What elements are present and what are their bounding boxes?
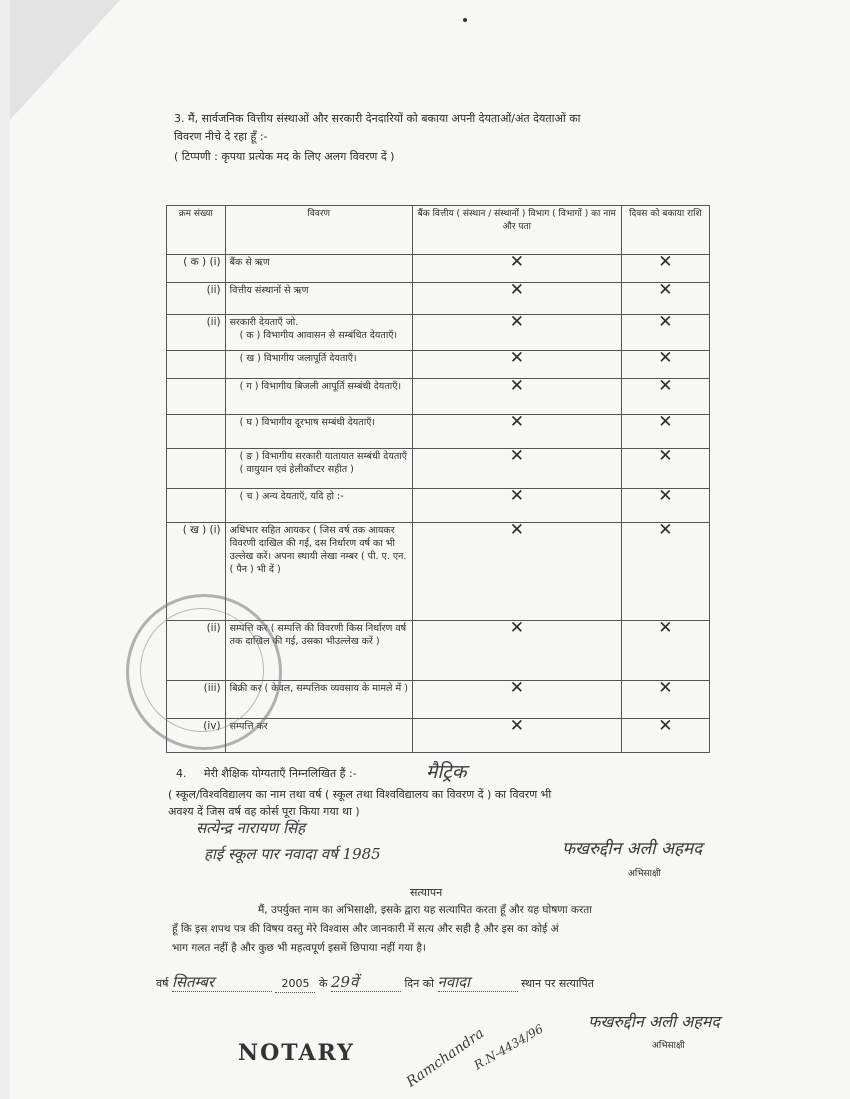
date-month: सितम्बर <box>172 974 272 992</box>
header-serial: क्रम संख्या <box>167 206 226 255</box>
item4-text: मेरी शैक्षिक योग्यताएँ निम्नलिखित हैं :- <box>204 767 357 780</box>
table-row <box>167 489 710 523</box>
table-row <box>167 283 710 315</box>
official-seal-inner <box>140 608 264 732</box>
row-description-line: वित्तीय संस्थानों से ऋण <box>229 285 309 296</box>
row-serial: (iii) <box>167 681 226 719</box>
row-bank-mark: ✕ <box>412 449 621 489</box>
row-amount-mark: ✕ <box>621 681 709 719</box>
row-description-line: ( घ ) विभागीय दूरभाष सम्बंधी देयताएँ। <box>239 417 376 428</box>
row-description-line: ( क ) विभागीय आवासन से सम्बंधित देयताएँ। <box>239 330 398 341</box>
item3-line2: विवरण नीचे दे रहा हूँ :- <box>174 130 268 143</box>
row-amount-mark: ✕ <box>621 315 709 351</box>
row-serial: (iv) <box>167 719 226 753</box>
date-year: 2005 <box>275 975 315 993</box>
item3-note: ( टिप्पणी : कृपया प्रत्येक मद के लिए अलग विवरण दें ) <box>174 150 395 163</box>
row-amount-mark: ✕ <box>621 621 709 681</box>
row-serial: (ii) <box>167 315 226 351</box>
notary-stamp: NOTARY <box>238 1040 355 1066</box>
date-din-ko: दिन को <box>404 977 435 990</box>
row-serial <box>167 415 226 449</box>
row-serial: (ii) <box>167 621 226 681</box>
row-bank-mark: ✕ <box>412 415 621 449</box>
table-row <box>167 415 710 449</box>
row-bank-mark: ✕ <box>412 681 621 719</box>
handwritten-school: हाई स्कूल पार नवादा वर्ष 1985 <box>204 845 381 863</box>
item3-line1: 3. मैं, सार्वजनिक वित्तीय संस्थाओं और सरकारी देनदारियों को बकाया अपनी देयताओं/अंत देयताओं का <box>174 112 581 125</box>
row-description-line: ( च ) अन्य देयताएँ, यदि हो :- <box>239 491 344 502</box>
date-suffix: स्थान पर सत्यापित <box>521 977 595 990</box>
row-description-line: ( ख ) विभागीय जलापूर्ति देयताएँ। <box>239 353 357 364</box>
row-description-line: अधिभार सहित आयकर ( जिस वर्ष तक आयकर विवरणी दाखिल की गई, दस निर्धारण वर्ष का भी उल्लेख करें। अपना स्थायी लेखा नम्बर ( पी. ए. एन. ( पैन ) भी दें ) <box>229 525 407 575</box>
item4-label: 4. <box>176 767 187 780</box>
table-row <box>167 449 710 489</box>
row-serial <box>167 351 226 379</box>
row-bank-mark: ✕ <box>412 719 621 753</box>
verification-line-2: हूँ कि इस शपथ पत्र की विषय वस्तु मेरे विश्वास और जानकारी में सत्य और सही है और इस का कोई अं <box>172 923 559 935</box>
page-fold <box>10 0 120 120</box>
row-serial <box>167 449 226 489</box>
date-place: नवादा <box>438 974 518 992</box>
row-description <box>225 415 412 449</box>
row-serial: ( ख ) (i) <box>167 523 226 621</box>
row-description <box>225 315 412 351</box>
row-serial: ( क ) (i) <box>167 255 226 283</box>
row-bank-mark: ✕ <box>412 255 621 283</box>
row-amount-mark: ✕ <box>621 379 709 415</box>
row-serial <box>167 379 226 415</box>
row-description <box>225 351 412 379</box>
row-description-line: सम्पत्ति कर <box>229 721 268 732</box>
verification-line-3: भाग गलत नहीं है और कुछ भी महत्वपूर्ण इसमें छिपाया नहीं गया है। <box>172 942 426 954</box>
row-bank-mark: ✕ <box>412 523 621 621</box>
handwritten-name: सत्येन्द्र नारायण सिंह <box>196 819 306 837</box>
date-prefix: वर्ष <box>156 977 169 990</box>
item4-instruction-1: ( स्कूल/विश्वविद्यालय का नाम तथा वर्ष ( स्कूल तथा विश्वविद्यालय का विवरण दें ) का विवरण भी <box>168 788 552 801</box>
deponent-label-1: अभिसाक्षी <box>628 869 661 879</box>
table-row <box>167 351 710 379</box>
row-description <box>225 379 412 415</box>
ink-speck <box>463 18 467 22</box>
row-amount-mark: ✕ <box>621 523 709 621</box>
row-description-line: सरकारी देयताएँ जो. <box>229 317 299 328</box>
row-bank-mark: ✕ <box>412 489 621 523</box>
row-bank-mark: ✕ <box>412 283 621 315</box>
row-amount-mark: ✕ <box>621 449 709 489</box>
header-description: विवरण <box>225 206 412 255</box>
row-amount-mark: ✕ <box>621 489 709 523</box>
row-amount-mark: ✕ <box>621 255 709 283</box>
notary-registration: R.N-4434/96 <box>471 1021 546 1073</box>
date-line <box>156 974 594 993</box>
row-bank-mark: ✕ <box>412 315 621 351</box>
row-description-line: बैंक से ऋण <box>229 257 270 268</box>
row-amount-mark: ✕ <box>621 719 709 753</box>
row-bank-mark: ✕ <box>412 379 621 415</box>
row-description <box>225 283 412 315</box>
row-description-line: बिक्री कर ( केवल, सम्पत्तिक व्यवसाय के मामले में ) <box>229 683 408 694</box>
handwritten-qualification: मैट्रिक <box>426 761 467 783</box>
table-row <box>167 255 710 283</box>
verification-heading: सत्यापन <box>410 886 443 899</box>
row-serial: (ii) <box>167 283 226 315</box>
table-row <box>167 523 710 621</box>
item4-instruction-2: अवश्य दें जिस वर्ष वह कोर्स पूरा किया गया था ) <box>168 805 360 818</box>
notary-signature: Ramchandra <box>403 1025 488 1091</box>
row-description-line: ( ङ ) विभागीय सरकारी यातायात सम्बंधी देयताएँ ( वायुयान एवं हेलीकॉप्टर सहीत ) <box>239 451 407 475</box>
verification-line-1: मैं, उपर्युक्त नाम का अभिसाक्षी, इसके द्वारा यह सत्यापित करता हूँ और यह घोषणा करता <box>258 904 592 916</box>
row-description <box>225 449 412 489</box>
table-row <box>167 379 710 415</box>
row-amount-mark: ✕ <box>621 415 709 449</box>
row-description <box>225 255 412 283</box>
signature-deponent-1: फखरुद्दीन अली अहमद <box>562 839 703 859</box>
signature-deponent-2: फखरुद्दीन अली अहमद <box>588 1012 720 1031</box>
row-description <box>225 523 412 621</box>
table-header-row <box>167 206 710 255</box>
row-amount-mark: ✕ <box>621 351 709 379</box>
row-bank-mark: ✕ <box>412 621 621 681</box>
row-description-line: सम्पत्ति कर ( सम्पत्ति की विवरणी किस निर्धारण वर्ष तक दाखिल की गई, उसका भीउल्लेख करें ) <box>229 623 407 647</box>
row-description-line: ( ग ) विभागीय बिजली आपूर्ति सम्बंधी देयताएँ। <box>239 381 402 392</box>
deponent-label-2: अभिसाक्षी <box>652 1041 685 1051</box>
row-amount-mark: ✕ <box>621 283 709 315</box>
row-description <box>225 489 412 523</box>
date-day: 29वें <box>331 974 401 992</box>
header-bank-details: बैंक वित्तीय ( संस्थान / संस्थानों ) विभाग ( विभागों ) का नाम और पता <box>412 206 621 255</box>
table-row <box>167 315 710 351</box>
row-serial <box>167 489 226 523</box>
header-amount: दिवस को बकाया राशि <box>621 206 709 255</box>
row-bank-mark: ✕ <box>412 351 621 379</box>
date-ke: के <box>318 977 328 990</box>
